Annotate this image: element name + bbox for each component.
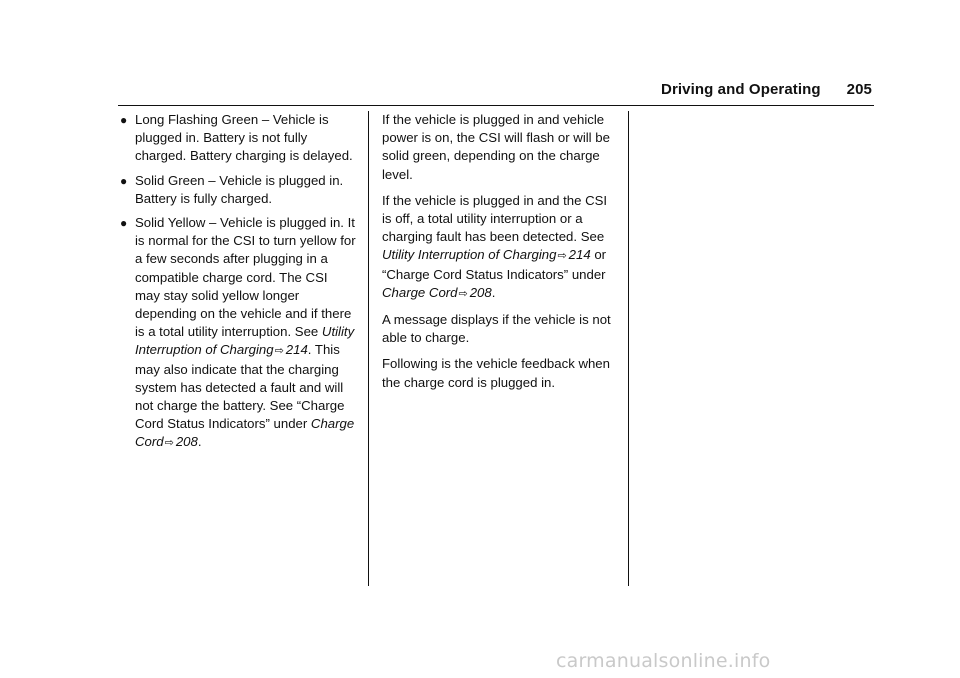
paragraph: A message displays if the vehicle is not able to charge. — [382, 312, 611, 346]
watermark: carmanualsonline.info — [556, 650, 771, 672]
cross-reference-page[interactable]: 214 — [285, 342, 308, 358]
cross-reference-link[interactable]: Utility Interruption of Charging — [382, 247, 557, 263]
bullet-text: Solid Green – Vehicle is plugged in. Battery is fully charged. — [135, 172, 344, 206]
paragraph: Following is the vehicle feedback when the charge cord is plugged in. — [382, 356, 610, 390]
running-header — [661, 81, 872, 98]
bullet-text: . — [197, 434, 202, 450]
bullet-text: Long Flashing Green – Vehicle is plugged in. Battery is not fully charged. Battery charging is delayed. — [135, 112, 353, 164]
bullet-text: . This may also indicate that the charging system has detected a fault and will not charge the battery. See “Charge Cord Status Indicators” under — [135, 342, 345, 432]
bullet-icon: ● — [120, 216, 128, 231]
column-divider — [368, 111, 369, 586]
cross-reference-link[interactable]: Utility Interruption of Charging — [135, 324, 355, 358]
cross-reference-link[interactable]: Charge Cord — [135, 416, 355, 450]
page-reference-arrow-icon: ⇨ — [164, 437, 174, 450]
page-reference-arrow-icon: ⇨ — [557, 250, 567, 263]
paragraph-text: or “Charge Cord Status Indicators” under — [382, 247, 607, 282]
paragraph — [382, 192, 618, 303]
cross-reference-page[interactable]: 208 — [469, 284, 492, 300]
column-divider — [628, 111, 629, 586]
header-rule — [118, 105, 874, 106]
paragraph: If the vehicle is plugged in and vehicle power is on, the CSI will flash or will be solid green, depending on the charge level. — [382, 112, 610, 182]
bullet-item — [120, 111, 356, 166]
section-title: Driving and Operating — [661, 81, 821, 98]
bullet-item — [120, 172, 356, 208]
paragraph-text: If the vehicle is plugged in and the CSI is off, a total utility interruption or a charging fault has been detected. See — [382, 192, 608, 245]
bullet-icon: ● — [120, 113, 128, 127]
middle-column — [382, 111, 618, 400]
bullet-text: Solid Yellow – Vehicle is plugged in. It is normal for the CSI to turn yellow for a few seconds after plugging in a compatible charge cord. The CSI may stay solid yellow longer depending on the vehicle and if there is a total utility interruption. See — [135, 215, 356, 340]
page-reference-arrow-icon: ⇨ — [458, 287, 468, 300]
cross-reference-page[interactable]: 214 — [568, 247, 591, 263]
page-reference-arrow-icon: ⇨ — [274, 345, 284, 358]
cross-reference-page[interactable]: 208 — [175, 434, 198, 450]
page-number: 205 — [846, 81, 872, 98]
left-column — [120, 111, 356, 459]
bullet-icon: ● — [120, 173, 128, 188]
paragraph-text: . — [491, 284, 496, 300]
bullet-item — [120, 214, 356, 453]
cross-reference-link[interactable]: Charge Cord — [382, 284, 458, 300]
